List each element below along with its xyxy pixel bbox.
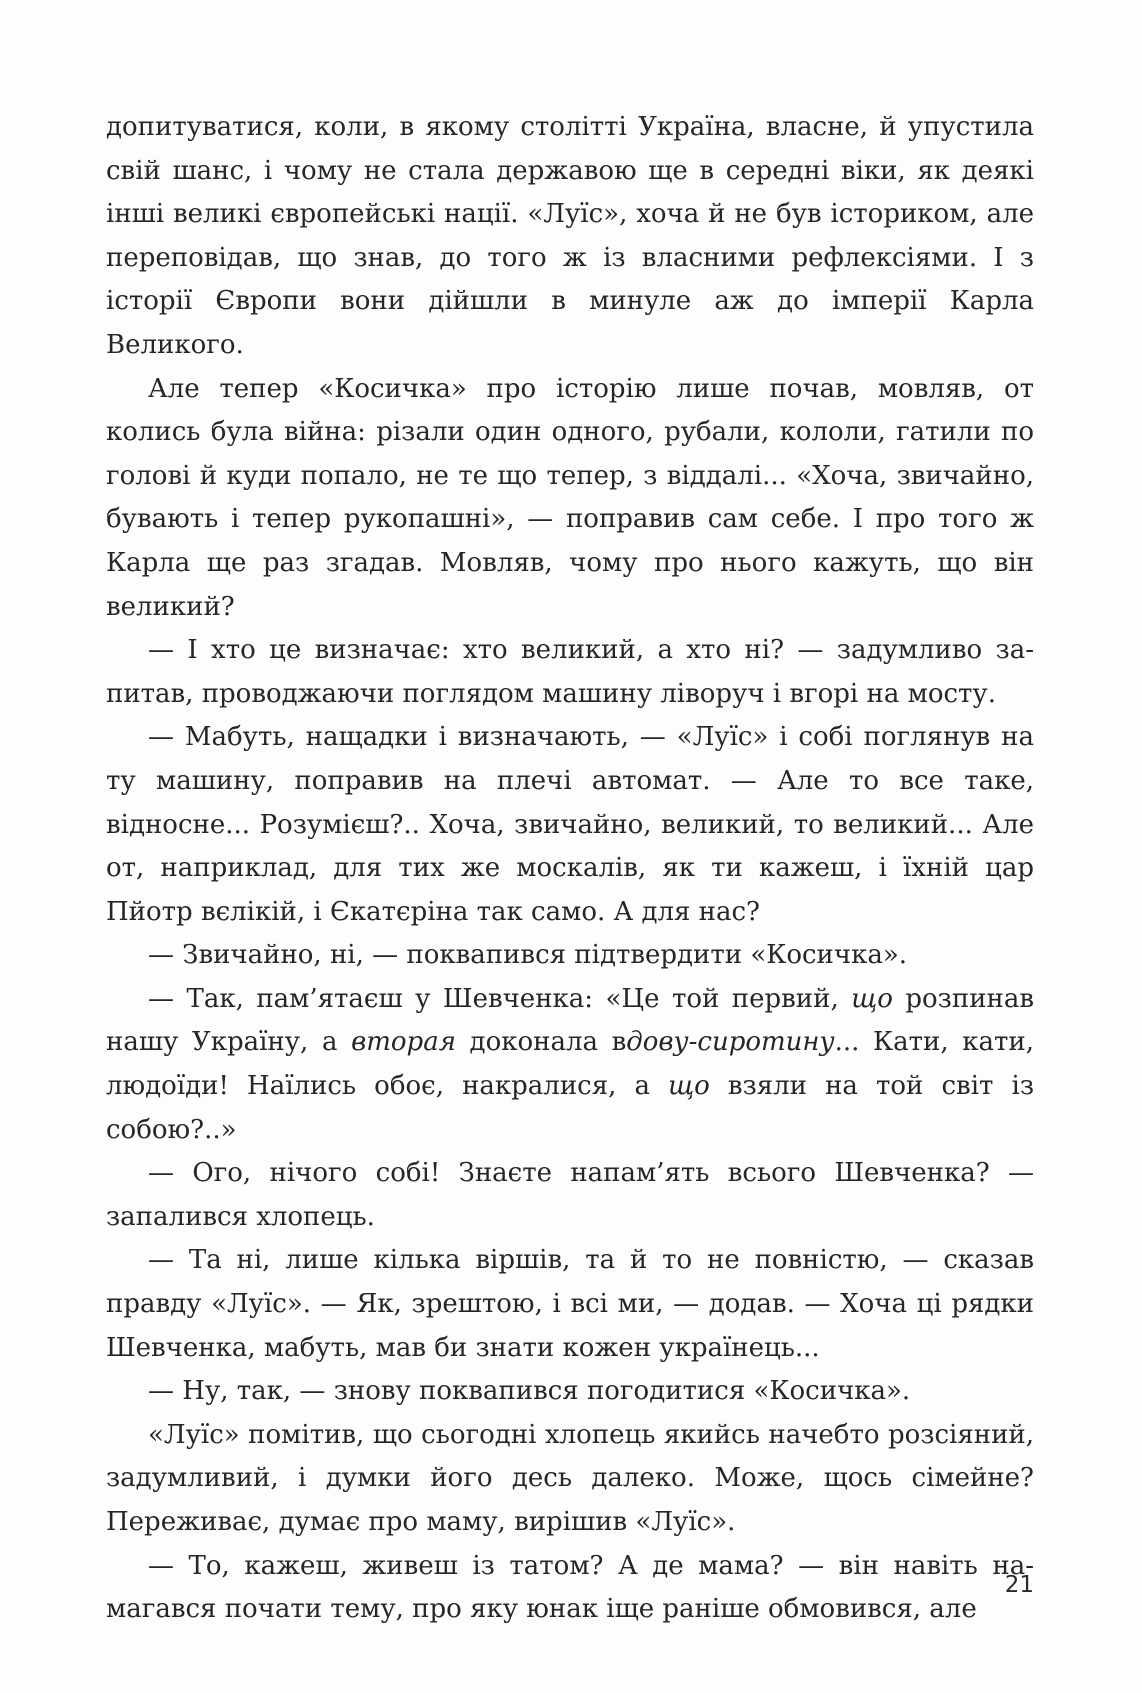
text-segment: — Та ні, лише кілька віршів, та й то не повністю, — сказав правду «Луїс». — Як, зрештою, і всі ми, — додав. — Хоча ці рядки Шевченка, мабуть, мав би знати кожен українець...: [106, 1245, 1034, 1363]
italic-text: вторая: [351, 1027, 456, 1058]
paragraph: [106, 106, 1034, 368]
paragraph: [106, 978, 1034, 1152]
text-segment: доконала в: [455, 1027, 627, 1058]
italic-text: дову-сиротину: [626, 1027, 835, 1058]
paragraph: [106, 1545, 1034, 1632]
text-segment: — Так, пам’ятаєш у Шевченка: «Це той первий,: [148, 983, 852, 1014]
text-segment: — Мабуть, нащадки і визначають, — «Луїс» і собі поглянув на ту машину, поправив на плечі автомат. — Але то все таке, відносне... Розумієш?.. Хоча, звичайно, великий, то великий... Але от, наприклад, для тих же москалів, як ти кажеш, і їхній цар Пйотр вєлікій, і Єкатєріна так само. А для нас?: [106, 722, 1034, 927]
paragraph: [106, 629, 1034, 716]
paragraph: [106, 1414, 1034, 1545]
text-segment: ... Кати, кати, людоїди! Наїлись обоє, накралися, а: [106, 1027, 1034, 1102]
text-segment: Але тепер «Косичка» про історію лише почав, мовляв, от колись була війна: різали один одного, рубали, кололи, гатили по голові й куди попало, не те що тепер, з віддалі... «Хоча, звичайно, бувають і тепер рукопашні», — поправив сам себе. І про того ж Карла ще раз згадав. Мовляв, чому про нього кажуть, що він великий?: [106, 373, 1034, 622]
text-segment: — І хто це визначає: хто великий, а хто ні? — задумливо запитав, проводжаючи поглядом машину ліворуч і вгорі на мосту.: [106, 635, 1034, 709]
text-segment: допитуватися, коли, в якому столітті Україна, власне, й упустила свій шанс, і чому не стала державою ще в середні віки, як деякі інші великі європейські нації. «Луїс», хоча й не був істориком, але переповідав, що знав, до того ж із власними рефлексіями. І з історії Європи вони дійшли в минуле аж до імперії Карла Великого.: [106, 112, 1034, 360]
paragraph: [106, 1239, 1034, 1370]
text-segment: — Ого, нічого собі! Знаєте напам’ять всього Шевченка? — запалився хлопець.: [106, 1158, 1034, 1232]
paragraph: [106, 934, 1034, 978]
italic-text: що: [851, 983, 893, 1014]
text-segment: — То, кажеш, живеш із татом? А де мама? — він навіть намагався почати тему, про яку юнак іще раніше обмовився, але: [106, 1550, 1034, 1625]
paragraph: [106, 716, 1034, 934]
paragraph: [106, 1152, 1034, 1239]
text-segment: взяли на той світ із собою?..»: [106, 1071, 1034, 1145]
body-text: [106, 106, 1034, 1632]
paragraph: [106, 1370, 1034, 1414]
paragraph: [106, 368, 1034, 630]
page-number: 21: [1004, 1572, 1034, 1598]
italic-text: що: [668, 1071, 710, 1102]
text-segment: — Ну, так, — знову поквапився погодитися «Косичка».: [148, 1376, 911, 1407]
text-segment: — Звичайно, ні, — поквапився підтвердити «Косичка».: [148, 940, 908, 971]
text-segment: «Луїс» помітив, що сьогодні хлопець якийсь начебто розсіяний, задумливий, і думки його десь далеко. Може, щось сімейне? Переживає, думає про маму, вирішив «Луїс».: [106, 1419, 1034, 1537]
text-segment: розпинав нашу Україну, а: [106, 983, 1034, 1058]
